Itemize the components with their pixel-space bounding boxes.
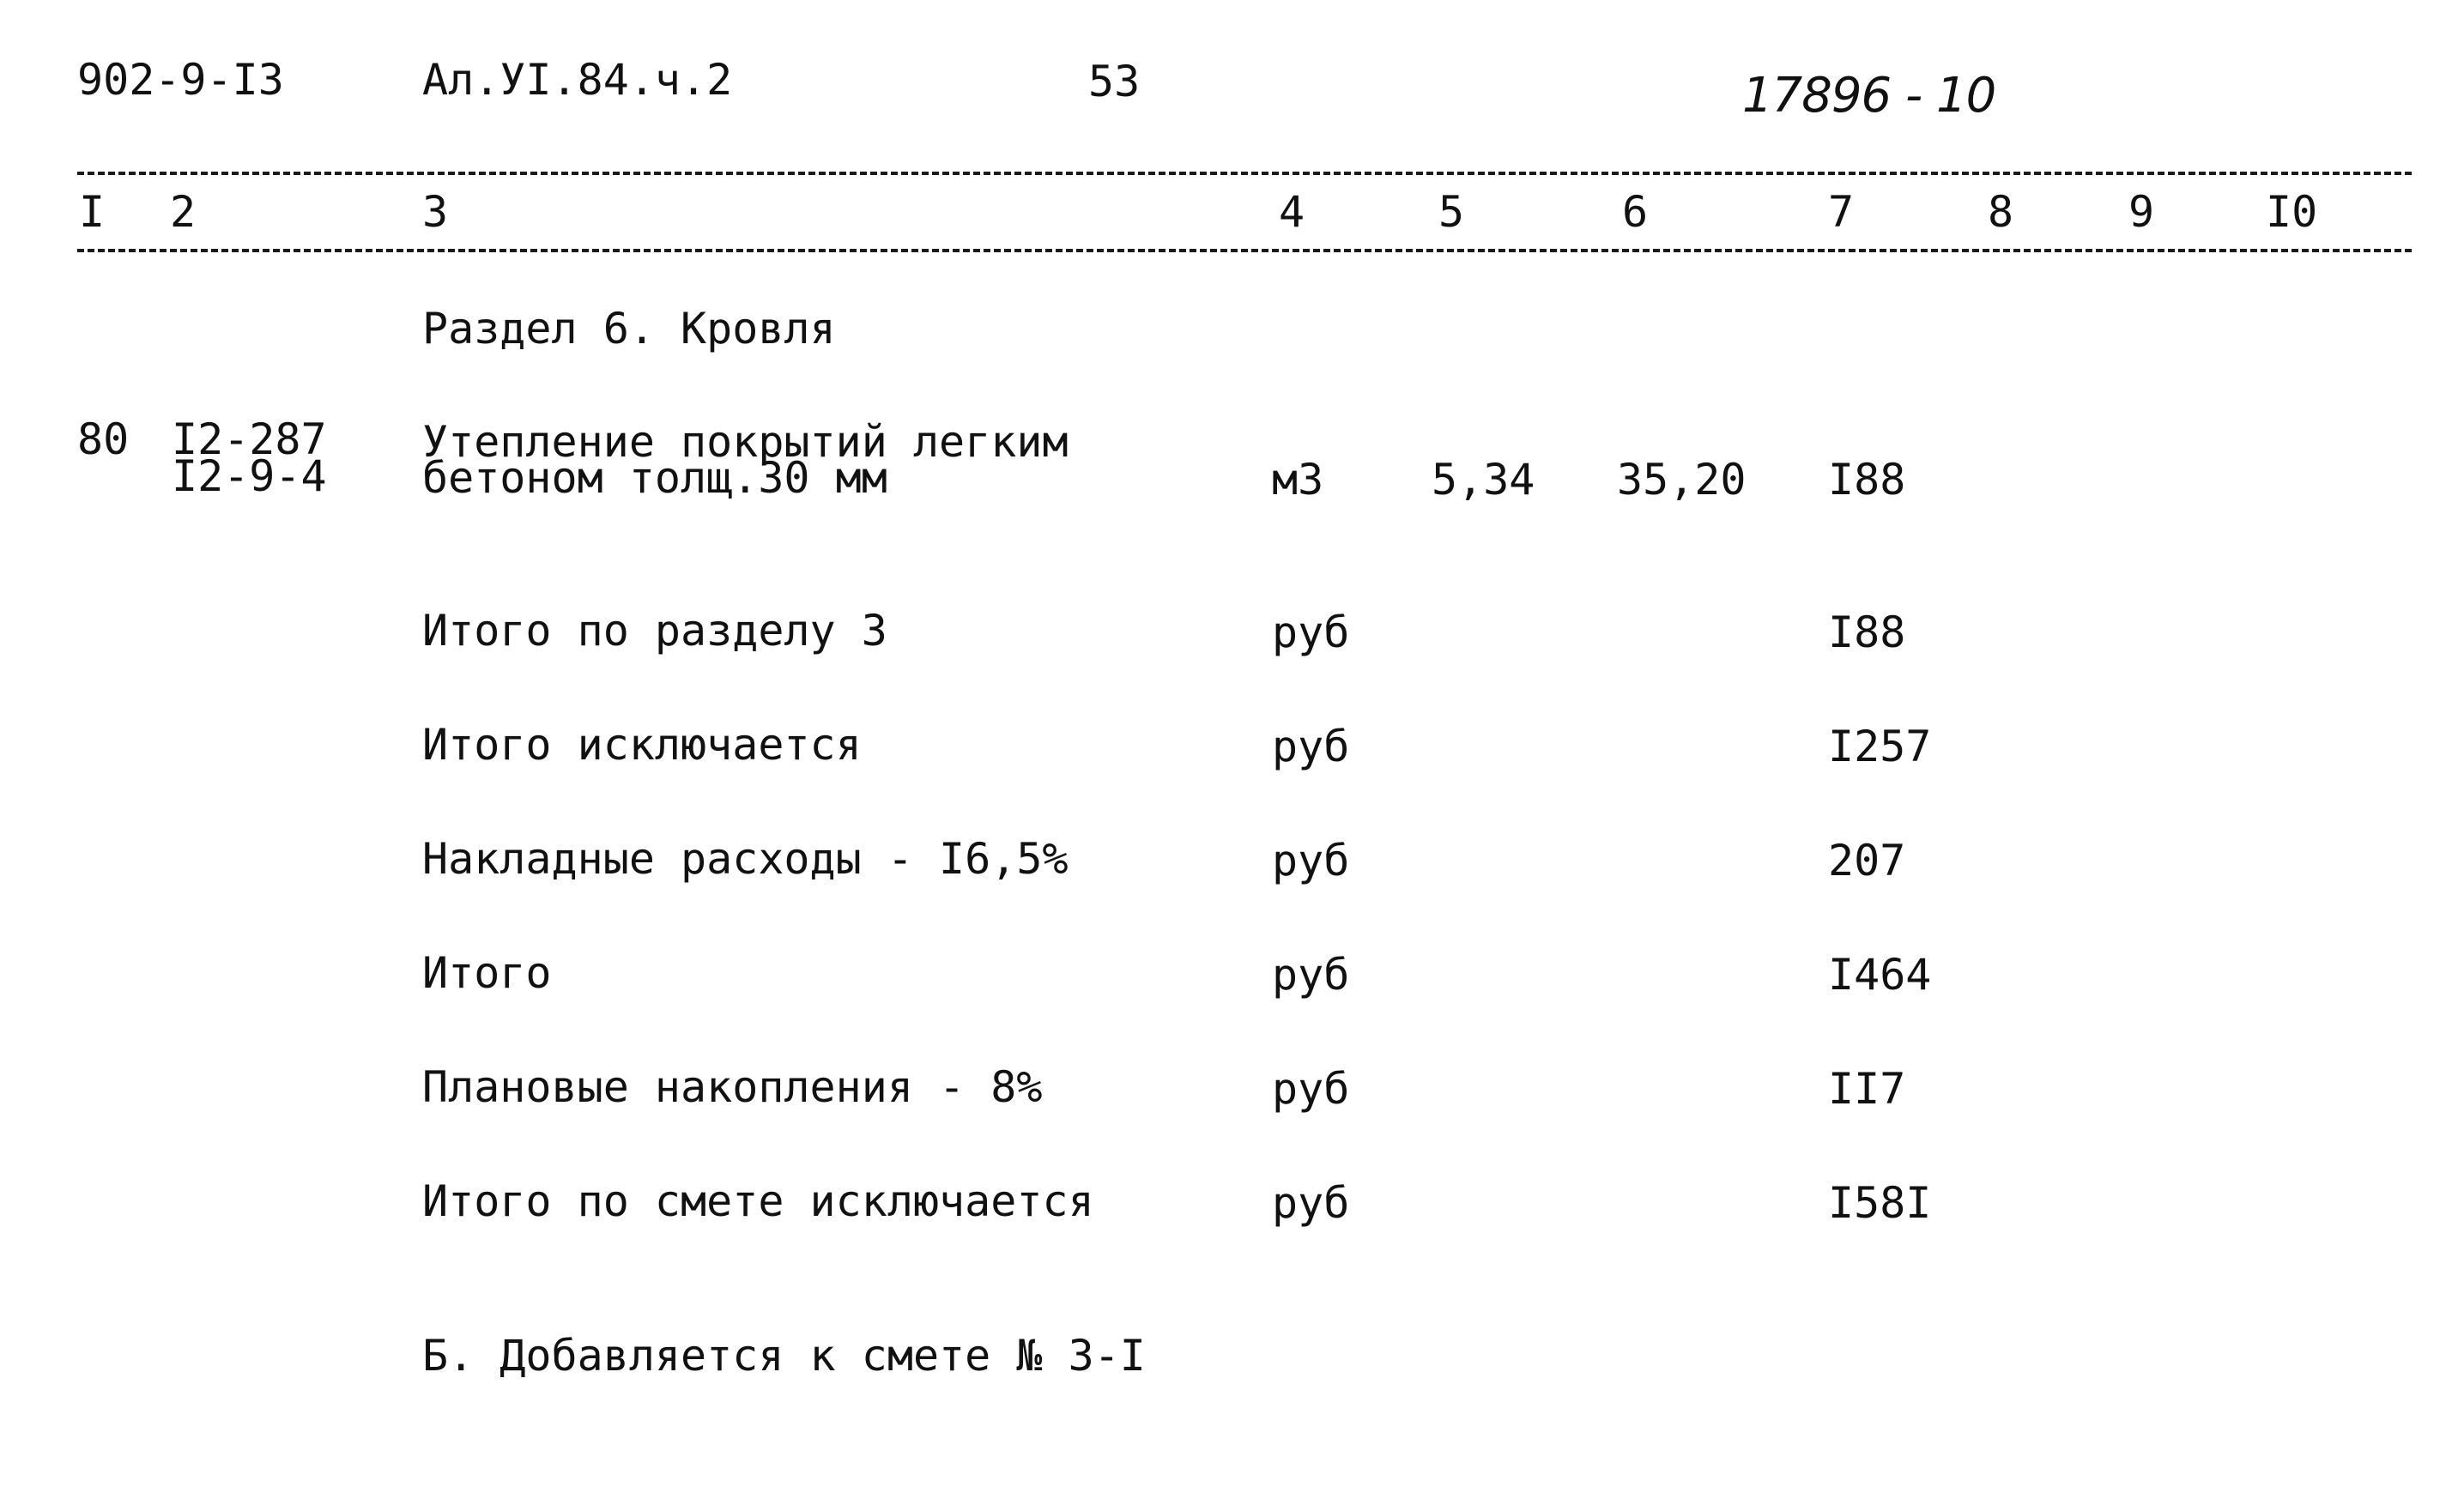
summary-unit: руб	[1272, 1064, 1350, 1114]
album-ref: Ал.УI.84.ч.2	[422, 55, 733, 105]
project-code: 902-9-I3	[77, 55, 284, 105]
column-header-4: 4	[1279, 187, 1305, 237]
item-number: 80	[77, 414, 130, 464]
column-header-6: 6	[1622, 187, 1649, 237]
summary-value: 207	[1828, 836, 1906, 885]
column-header-7: 7	[1828, 187, 1855, 237]
column-header-5: 5	[1438, 187, 1465, 237]
column-header-10: I0	[2266, 187, 2318, 237]
doc-number: 17896 - 10	[1742, 68, 1996, 124]
column-header-3: 3	[422, 187, 449, 237]
summary-label: Итого по разделу 3	[422, 606, 887, 656]
item-total: I88	[1828, 455, 1906, 505]
item-code-2: I2-9-4	[172, 451, 327, 501]
summary-unit: руб	[1272, 607, 1350, 657]
summary-unit: руб	[1272, 722, 1350, 771]
section-title: Раздел 6. Кровля	[422, 304, 836, 354]
item-description-line-1: Утепление покрытий легким	[422, 417, 1069, 467]
column-header-2: 2	[170, 187, 197, 237]
item-unit-price: 35,20	[1617, 455, 1747, 505]
summary-value: II7	[1828, 1064, 1906, 1114]
summary-value: I464	[1828, 950, 1932, 1000]
column-header-9: 9	[2128, 187, 2155, 237]
summary-unit: руб	[1272, 950, 1350, 1000]
column-header-8: 8	[1988, 187, 2014, 237]
page-number: 53	[1088, 57, 1141, 106]
item-quantity: 5,34	[1432, 455, 1535, 505]
summary-label: Плановые накопления - 8%	[422, 1062, 1043, 1112]
summary-label: Итого по смете исключается	[422, 1176, 1094, 1226]
summary-value: I257	[1828, 722, 1932, 771]
summary-unit: руб	[1272, 1178, 1350, 1228]
summary-label: Итого исключается	[422, 720, 862, 770]
header-rule-top	[77, 172, 2412, 175]
header-rule-bottom	[77, 249, 2412, 252]
item-description-line-2: бетоном толщ.30 мм	[422, 453, 887, 503]
summary-unit: руб	[1272, 836, 1350, 885]
column-header-1: I	[79, 187, 106, 237]
summary-value: I58I	[1828, 1178, 1932, 1228]
item-unit: м3	[1272, 455, 1324, 505]
summary-value: I88	[1828, 607, 1906, 657]
summary-label: Накладные расходы - I6,5%	[422, 834, 1069, 884]
item-code-1: I2-287	[172, 414, 327, 464]
summary-label: Итого	[422, 948, 552, 998]
footer-note: Б. Добавляется к смете № 3-I	[422, 1331, 1146, 1381]
